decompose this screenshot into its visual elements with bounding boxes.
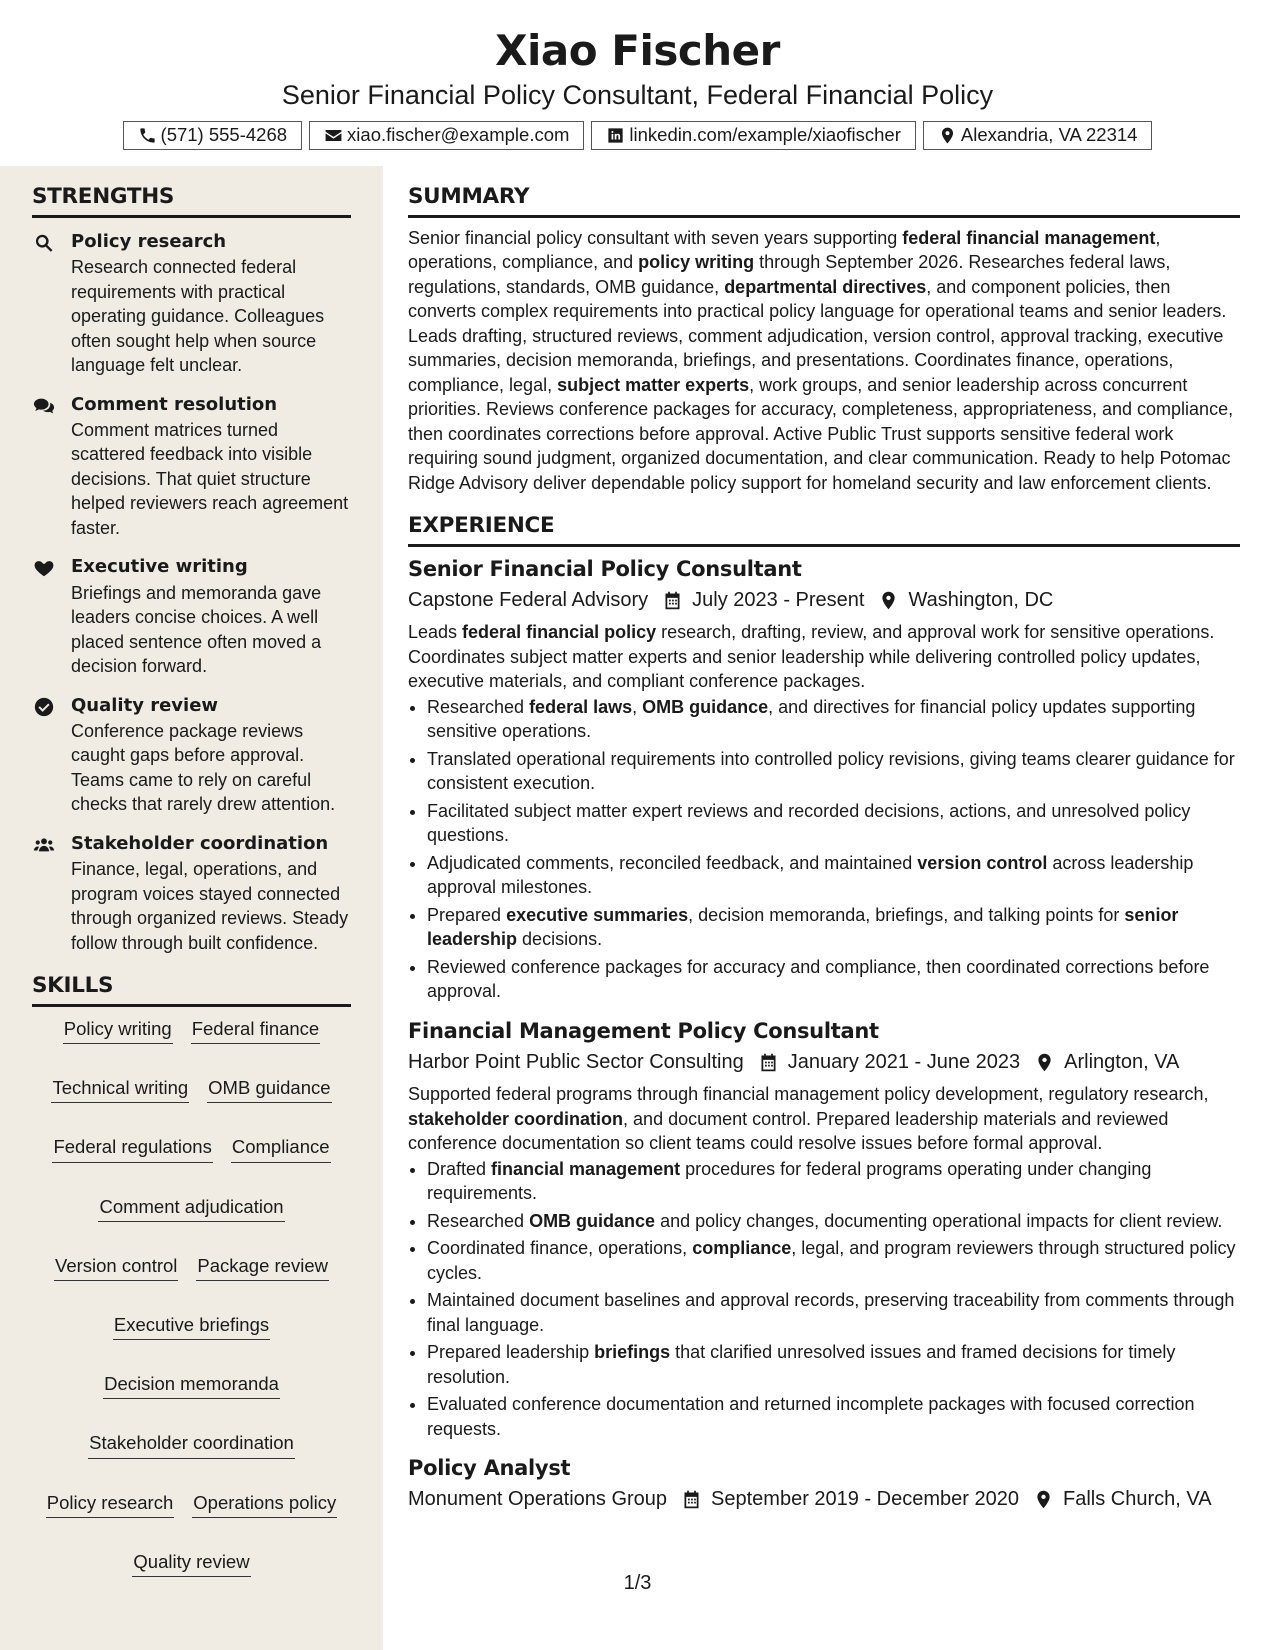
job-location: Falls Church, VA (1063, 1488, 1212, 1511)
email-text: xiao.fischer@example.com (347, 124, 570, 146)
strength-desc: Research connected federal requirements with practical operating guidance. Colleagues often sought help when source language felt unclear. (71, 257, 325, 376)
job-meta (408, 1050, 1240, 1074)
bold-keyword: financial management (491, 1158, 681, 1179)
sidebar (0, 166, 383, 1650)
location-text: Alexandria, VA 22314 (960, 124, 1138, 146)
job-bullet (427, 903, 1240, 952)
calendar-icon (758, 1052, 779, 1073)
skill-tag: Version control (54, 1252, 178, 1281)
text-run: , work groups, and senior leadership across concurrent priorities. Reviews conference packages for accuracy, completeness, appropriateness, and compliance, then coordinates corrections before approval. Active Public Trust supports sensitive federal work requiring sound judgment, organized documentation, and clear communication. Ready to help Potomac Ridge Advisory deliver dependable policy support for homeland security and law enforcement clients. (408, 374, 1234, 493)
skill-tag: Federal finance (191, 1015, 321, 1044)
text-run: and policy changes, documenting operational impacts for client review. (655, 1210, 1223, 1231)
skill-tag: Comment adjudication (98, 1193, 284, 1222)
text-run: procedures for federal programs operating under changing requirements. (427, 1158, 1152, 1204)
contact-bar (0, 121, 1275, 150)
text-run: across leadership approval milestones. (427, 852, 1194, 898)
job-title: Policy Analyst (408, 1456, 571, 1481)
job-bullet (427, 1157, 1240, 1206)
text-run: , (632, 696, 643, 717)
strength-desc: Comment matrices turned scattered feedback into visible decisions. That quiet structure helped reviewers reach agreement faster. (71, 419, 349, 538)
phone-text: (571) 555-4268 (160, 124, 288, 146)
text-run: , and component policies, then converts complex requirements into practical policy language for operational teams and senior leaders. Leads drafting, structured reviews, comment adjudication, version control, approval tracking, executive summaries, decision memoranda, briefings, and presentations. Coordinates finance, operations, compliance, legal, (408, 276, 1227, 395)
job-bullet (427, 1288, 1240, 1337)
text-run: Reviewed conference packages for accuracy and compliance, then coordinated corrections before approval. (427, 956, 1210, 1002)
text-run: Supported federal programs through financial management policy development, regulatory research, (408, 1084, 1209, 1105)
strength-item (32, 230, 351, 378)
strength-title: Stakeholder coordination (71, 832, 329, 854)
bold-keyword: federal financial management (902, 227, 1156, 248)
candidate-name: Xiao Fischer (495, 26, 780, 75)
envelope-icon (324, 126, 343, 145)
text-run: Prepared leadership (427, 1342, 595, 1363)
map-pin-icon (938, 126, 957, 145)
candidate-title: Senior Financial Policy Consultant, Federal Financial Policy (281, 80, 994, 110)
main-content (408, 166, 1240, 1511)
bold-keyword: federal laws (529, 696, 633, 717)
job-location: Washington, DC (908, 589, 1054, 612)
strength-item (32, 832, 351, 955)
job-bullet (427, 695, 1240, 744)
strength-desc: Conference package reviews caught gaps before approval. Teams came to rely on careful checks that rarely drew attention. (71, 720, 336, 815)
job-bullet (427, 955, 1240, 1004)
job-bullets (408, 695, 1240, 1004)
strength-item (32, 694, 351, 817)
skill-tag: OMB guidance (207, 1074, 331, 1103)
job-entry (408, 1455, 1240, 1511)
strength-title: Quality review (71, 694, 219, 716)
text-run: through September 2026. Researches federal laws, regulations, standards, OMB guidance, (408, 252, 1171, 297)
contact-linkedin[interactable] (591, 121, 915, 150)
text-run: Leads (408, 622, 463, 643)
calendar-icon (662, 590, 683, 611)
job-meta (408, 1487, 1240, 1511)
job-company: Harbor Point Public Sector Consulting (408, 1051, 744, 1074)
skill-tag: Operations policy (192, 1489, 337, 1518)
text-run: that clarified unresolved issues and framed decisions for timely resolution. (427, 1342, 1176, 1387)
text-run: , and directives for financial policy updates supporting sensitive operations. (427, 696, 1196, 742)
job-dates: July 2023 - Present (692, 589, 865, 612)
calendar-icon (681, 1489, 702, 1510)
text-run: Adjudicated comments, reconciled feedback, and maintained (427, 852, 918, 873)
job-company: Capstone Federal Advisory (408, 589, 649, 612)
bold-keyword: subject matter experts (557, 374, 750, 395)
job-bullet (427, 1392, 1240, 1441)
bold-keyword: compliance (692, 1238, 792, 1259)
text-run: Coordinated finance, operations, (427, 1238, 693, 1259)
text-run: Maintained document baselines and approval records, preserving traceability from comments through final language. (427, 1290, 1235, 1335)
strengths-list (0, 230, 383, 955)
job-bullet (427, 1236, 1240, 1285)
text-run: Prepared (427, 904, 507, 925)
bold-keyword: stakeholder coordination (408, 1108, 624, 1129)
check-circle-icon (33, 696, 55, 718)
job-company: Monument Operations Group (408, 1488, 668, 1511)
job-description (408, 620, 1240, 694)
linkedin-icon (606, 126, 625, 145)
text-run: Facilitated subject matter expert reviews and recorded decisions, actions, and unresolved policy questions. (427, 800, 1191, 846)
job-entry (408, 1018, 1240, 1441)
job-bullet (427, 799, 1240, 848)
skill-tag: Compliance (231, 1133, 331, 1162)
text-run: , operations, compliance, and (408, 227, 1161, 273)
text-run: Researched (427, 1210, 530, 1231)
map-pin-icon (1033, 1489, 1054, 1510)
job-bullets (408, 1157, 1240, 1442)
map-pin-icon (878, 590, 899, 611)
job-dates: September 2019 - December 2020 (711, 1488, 1019, 1511)
resume-header (0, 0, 1275, 166)
skill-tag: Package review (196, 1252, 329, 1281)
job-bullet (427, 1340, 1240, 1389)
skill-tag: Federal regulations (52, 1133, 212, 1162)
job-meta (408, 588, 1240, 612)
job-bullet (427, 747, 1240, 796)
search-icon (33, 232, 55, 254)
bold-keyword: briefings (594, 1342, 671, 1363)
text-run: Drafted (427, 1158, 492, 1179)
job-bullet (427, 1209, 1240, 1234)
job-title: Senior Financial Policy Consultant (408, 557, 802, 582)
job-title: Financial Management Policy Consultant (408, 1018, 879, 1043)
comments-icon (33, 395, 55, 417)
skill-tag: Executive briefings (113, 1311, 270, 1340)
strength-title: Policy research (71, 230, 227, 252)
strength-item (32, 555, 351, 678)
contact-email[interactable] (309, 121, 584, 150)
skill-tag: Decision memoranda (103, 1370, 280, 1399)
job-entry (408, 556, 1240, 1004)
strength-item (32, 393, 351, 541)
experience-heading: EXPERIENCE (408, 513, 1240, 547)
strength-desc: Finance, legal, operations, and program voices stayed connected through organized reviews. Steady follow through built confidence. (71, 859, 349, 953)
skills-heading: SKILLS (32, 973, 351, 1007)
skill-tag: Policy writing (63, 1015, 173, 1044)
skill-tag: Policy research (46, 1489, 174, 1518)
bold-keyword: version control (917, 852, 1048, 873)
job-description (408, 1082, 1240, 1156)
bold-keyword: executive summaries (506, 904, 689, 925)
text-run: , and document control. Prepared leadership materials and reviewed conference documentation so client teams could resolve issues before formal approval. (408, 1108, 1169, 1154)
contact-phone[interactable] (123, 121, 303, 150)
text-run: Researched (427, 696, 530, 717)
page-number: 1/3 (623, 1572, 652, 1594)
bold-keyword: policy writing (638, 252, 755, 273)
skill-tag: Stakeholder coordination (88, 1429, 295, 1458)
skill-tag: Quality review (132, 1548, 250, 1577)
map-pin-icon (1034, 1052, 1055, 1073)
strength-desc: Briefings and memoranda gave leaders concise choices. A well placed sentence often moved a decision forward. (71, 582, 322, 677)
text-run: , decision memoranda, briefings, and talking points for (688, 904, 1125, 925)
strength-title: Executive writing (71, 556, 248, 578)
text-run: , legal, and program reviewers through structured policy cycles. (427, 1238, 1236, 1283)
phone-icon (138, 126, 157, 145)
bold-keyword: federal financial policy (462, 622, 657, 643)
contact-location[interactable] (923, 121, 1153, 150)
users-icon (33, 834, 55, 856)
skills-list (0, 1007, 383, 1577)
text-run: Translated operational requirements into controlled policy revisions, giving teams clearer guidance for consistent execution. (427, 748, 1235, 794)
job-bullet (427, 851, 1240, 900)
text-run: Senior financial policy consultant with seven years supporting (408, 227, 903, 248)
summary-heading: SUMMARY (408, 184, 1240, 218)
text-run: research, drafting, review, and approval work for sensitive operations. Coordinates subject matter experts and senior leadership while delivering controlled policy updates, executive materials, and compliant conference packages. (408, 622, 1215, 692)
bold-keyword: senior leadership (427, 904, 1179, 950)
bold-keyword: departmental directives (724, 276, 927, 297)
skill-tag: Technical writing (51, 1074, 189, 1103)
text-run: decisions. (517, 929, 603, 950)
job-location: Arlington, VA (1064, 1051, 1180, 1074)
job-dates: January 2021 - June 2023 (787, 1051, 1021, 1074)
strengths-heading: STRENGTHS (32, 184, 351, 218)
heart-icon (33, 557, 55, 579)
bold-keyword: OMB guidance (529, 1210, 656, 1231)
bold-keyword: OMB guidance (642, 696, 769, 717)
summary-text (408, 226, 1240, 496)
strength-title: Comment resolution (71, 393, 278, 415)
linkedin-text: linkedin.com/example/xiaofischer (629, 124, 901, 146)
text-run: Evaluated conference documentation and returned incomplete packages with focused correction requests. (427, 1394, 1195, 1439)
